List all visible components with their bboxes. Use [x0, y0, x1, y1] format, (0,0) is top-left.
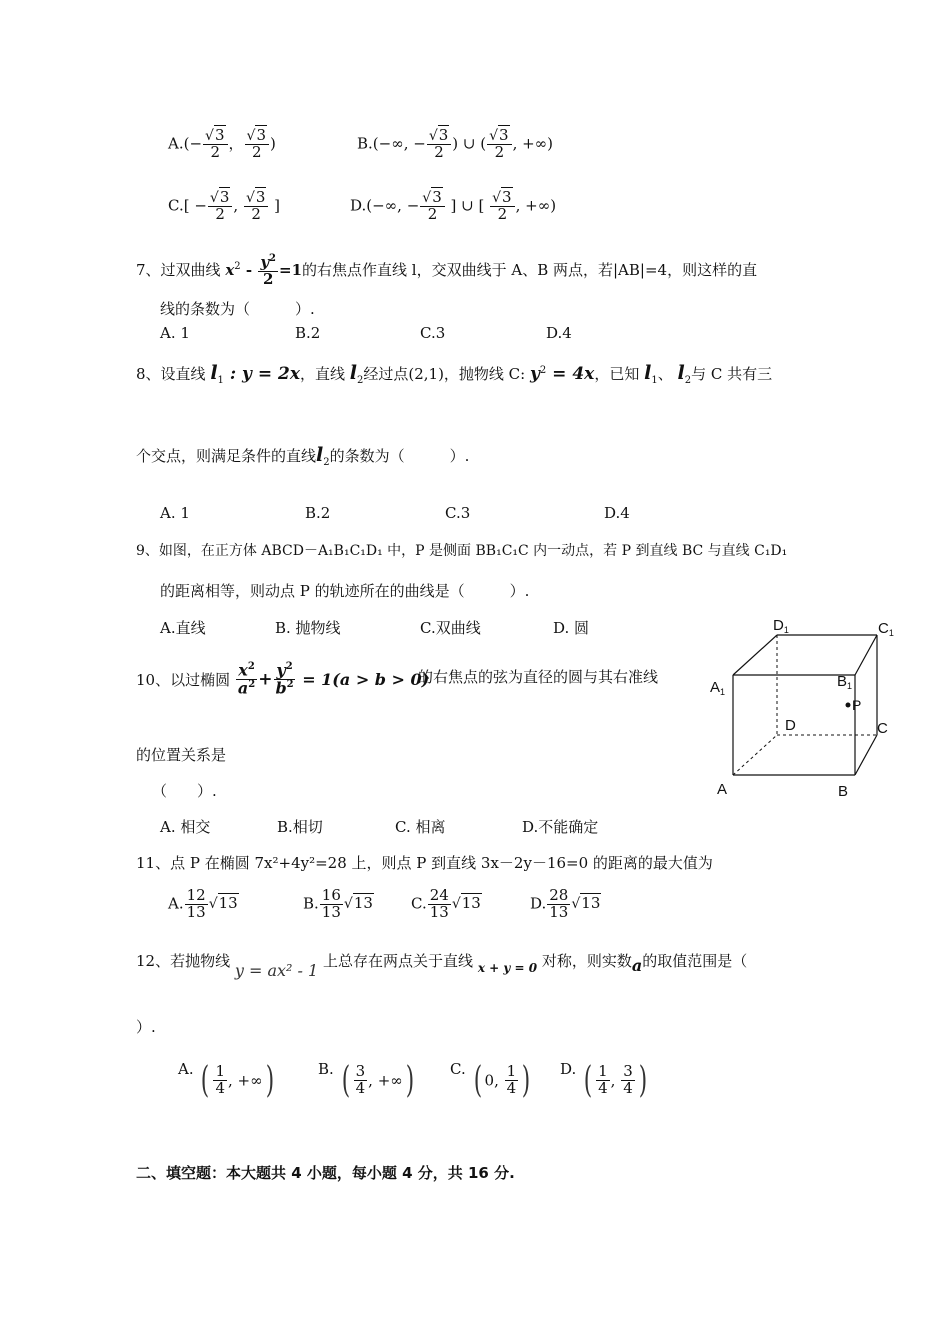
- q10-option-c: C. 相离: [395, 818, 446, 836]
- q11-option-a: A. $\frac{12}{13}$ √13: [168, 886, 238, 921]
- label-c1: $C_1$: [878, 620, 894, 638]
- q11-option-c: C. $\frac{24}{13}$ √13: [411, 886, 481, 921]
- q9-option-c: C.双曲线: [420, 619, 481, 637]
- q7-line1: 7、过双曲线 $x^2$ - $\frac{y^2}{2}$ =1的右焦点作直线 l，交双曲线于 A、B 两点，若|AB|=4，则这样的直: [136, 253, 758, 288]
- q12-option-c: C. ( 0, $\frac{1}{4}$ ): [450, 1060, 531, 1101]
- label-b1: $B_1$: [837, 673, 853, 691]
- q10-text: 的右焦点的弦为直径的圆与其右准线: [418, 668, 659, 686]
- label-b: B: [838, 783, 849, 800]
- edge-bc: [855, 735, 877, 775]
- q7-option-a: A. 1: [160, 324, 190, 342]
- label-c: C: [877, 720, 888, 737]
- label-p: P: [852, 697, 862, 713]
- q9-option-a: A.直线: [160, 619, 206, 637]
- q10-line2: 的位置关系是: [136, 746, 227, 764]
- label-d1: $D_1$: [773, 617, 789, 635]
- q10-line3: （ ）.: [152, 782, 217, 800]
- q10-option-d: D.不能确定: [522, 818, 599, 836]
- edge-b1c1: [855, 635, 877, 675]
- q10-option-b: B.相切: [277, 818, 323, 836]
- q8-option-a: A. 1: [160, 504, 190, 522]
- q7-option-d: D.4: [546, 324, 572, 342]
- q9-option-b: B. 抛物线: [275, 619, 341, 637]
- q12-option-b: B. ( $\frac{3}{4}$ , +∞): [318, 1060, 415, 1101]
- q9-option-d: D. 圆: [553, 619, 590, 637]
- q7-option-b: B.2: [295, 324, 321, 342]
- q12-line1: 12、若抛物线 y = ax² - 1 上总存在两点关于直线 $_{x + y = 0}$ 对称，则实数a的取值范围是（: [136, 952, 748, 980]
- edge-ad: [733, 735, 777, 775]
- section-2-heading: 二、填空题：本大题共 4 小题，每小题 4 分，共 16 分.: [136, 1164, 515, 1182]
- q12-line2: ）.: [136, 1018, 156, 1036]
- q8-option-c: C.3: [445, 504, 471, 522]
- q7-option-c: C.3: [420, 324, 446, 342]
- label-d: D: [785, 717, 796, 734]
- q6-option-a: A.(− $\frac{√3}{2}$ ， $\frac{√3}{2}$ ): [168, 126, 276, 161]
- q6-option-b: B.(−∞, − $\frac{√3}{2}$ ) ∪ ( $\frac{√3}{2}$ , +∞): [357, 126, 554, 161]
- q8-option-d: D.4: [604, 504, 630, 522]
- q12-option-a: A. ( $\frac{1}{4}$ , +∞): [178, 1060, 274, 1101]
- point-p: [846, 703, 851, 708]
- q9-line2: 的距离相等，则动点 P 的轨迹所在的曲线是（ ）.: [160, 582, 530, 600]
- label-a: A: [717, 781, 728, 798]
- q6-option-c: C.[ − $\frac{√3}{2}$ , $\frac{√3}{2}$ ]: [168, 188, 281, 223]
- q7-line2: 线的条数为（ ）.: [160, 300, 315, 318]
- q8-line2: 个交点，则满足条件的直线$l_2$的条数为（ ）.: [136, 444, 470, 468]
- edge-a1d1: [733, 635, 777, 675]
- q8-option-b: B.2: [305, 504, 331, 522]
- label-a1: $A_1$: [710, 679, 726, 697]
- q10-option-a: A. 相交: [160, 818, 211, 836]
- q11-option-b: B. $\frac{16}{13}$ √13: [303, 886, 373, 921]
- cube-figure: [700, 610, 910, 810]
- q10-line1: 10、以过椭圆 $\frac{x^2}{a^2}$ + $\frac{y^2}{b^2}$ = 1(a > b > 0): [136, 660, 430, 698]
- q6-option-d: D.(−∞, − $\frac{√3}{2}$ ] ∪ [ $\frac{√3}{2}$ , +∞): [350, 188, 557, 223]
- q11-text: 11、点 P 在椭圆 7x²+4y²=28 上，则点 P 到直线 3x－2y－16=0 的距离的最大值为: [136, 854, 713, 872]
- q11-option-d: D. $\frac{28}{13}$ √13: [530, 886, 601, 921]
- q9-line1: 9、如图，在正方体 ABCD－A₁B₁C₁D₁ 中，P 是侧面 BB₁C₁C 内一动点，若 P 到直线 BC 与直线 C₁D₁: [136, 543, 788, 559]
- q12-option-d: D. ( $\frac{1}{4}$ , $\frac{3}{4}$ ): [560, 1060, 647, 1101]
- q8-line1: 8、设直线 $l_1$ : y = 2x，直线 $l_2$经过点(2,1)，抛物线 C: $y^2 = 4x$，已知 $l_1$、 $l_2$与 C 共有三: [136, 362, 773, 386]
